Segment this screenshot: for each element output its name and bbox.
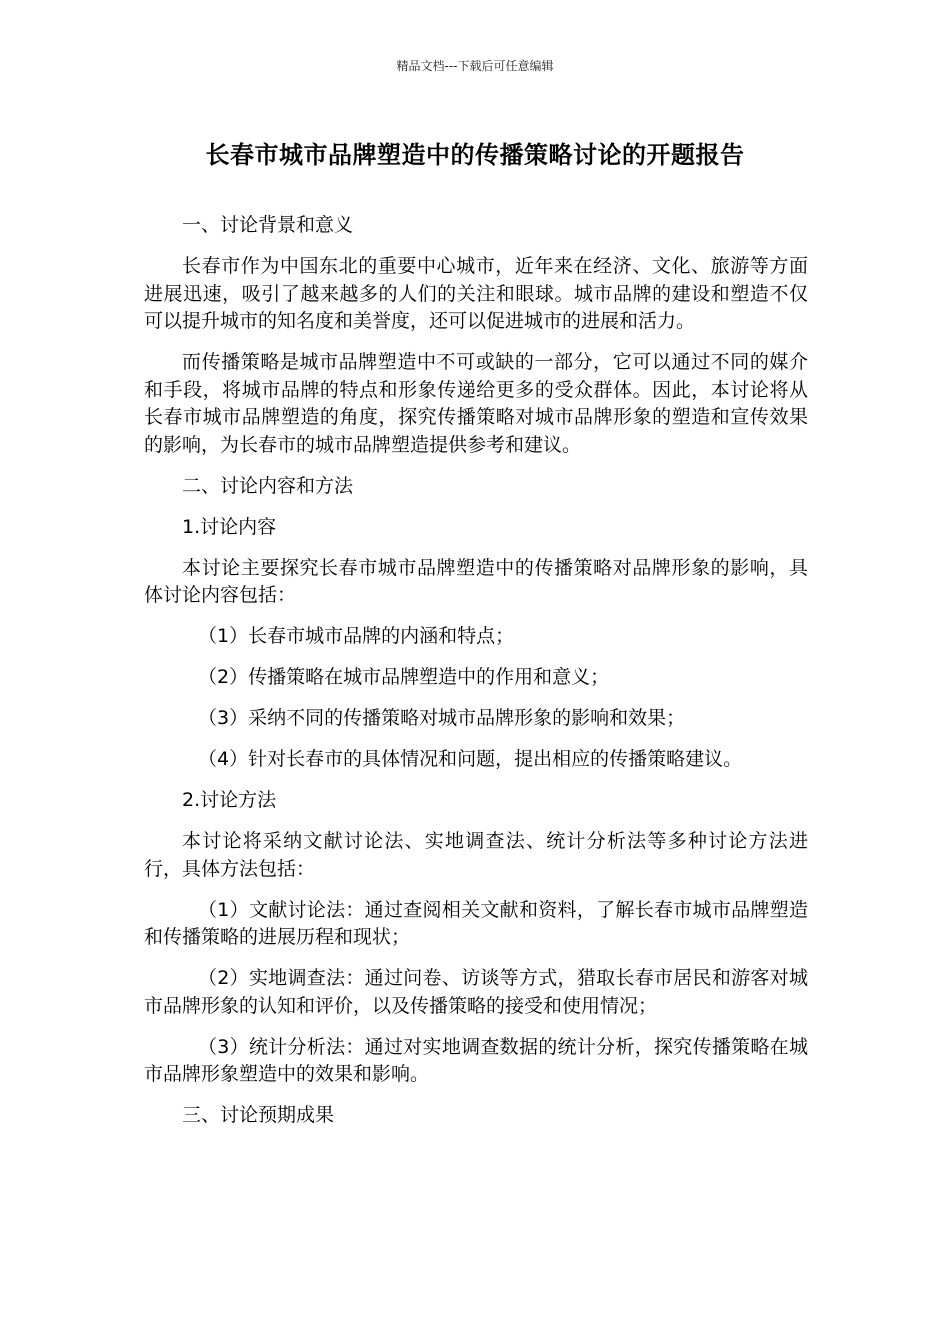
list-item-method-2: （2）实地调查法：通过问卷、访谈等方式，猎取长春市居民和游客对城市品牌形象的认知和评价，以及传播策略的接受和使用情况； xyxy=(144,967,808,1017)
paragraph-content-intro: 本讨论主要探究长春市城市品牌塑造中的传播策略对品牌形象的影响，具体讨论内容包括： xyxy=(144,556,808,606)
section-heading-expected-results: 三、讨论预期成果 xyxy=(182,1104,335,1126)
section-heading-content-methods: 二、讨论内容和方法 xyxy=(182,474,354,497)
paragraph-background-1: 长春市作为中国东北的重要中心城市，近年来在经济、文化、旅游等方面进展迅速，吸引了越来越多的人们的关注和眼球。城市品牌的建设和塑造不仅可以提升城市的知名度和美誉度，还可以促进城市的进展和活力。 xyxy=(144,255,808,332)
document-title: 长春市城市品牌塑造中的传播策略讨论的开题报告 xyxy=(205,141,745,169)
list-item-content-4: （4）针对长春市的具体情况和问题，提出相应的传播策略建议。 xyxy=(198,748,743,770)
list-item-method-3: （3）统计分析法：通过对实地调查数据的统计分析，探究传播策略在城市品牌形象塑造中的效果和影响。 xyxy=(144,1035,808,1085)
subheading-methods: 2.讨论方法 xyxy=(182,789,277,811)
section-heading-background: 一、讨论背景和意义 xyxy=(182,214,354,236)
document-body xyxy=(144,212,808,1143)
list-item-content-2: （2）传播策略在城市品牌塑造中的作用和意义； xyxy=(198,666,610,688)
header-note: 精品文档---下载后可任意编辑 xyxy=(396,59,554,73)
list-item-content-3: （3）采纳不同的传播策略对城市品牌形象的影响和效果； xyxy=(198,707,686,729)
paragraph-background-2: 而传播策略是城市品牌塑造中不可或缺的一部分，它可以通过不同的媒介和手段，将城市品牌的特点和形象传递给更多的受众群体。因此，本讨论将从长春市城市品牌塑造的角度，探究传播策略对城市品牌形象的塑造和宣传效果的影响，为长春市的城市品牌塑造提供参考和建议。 xyxy=(144,351,808,456)
list-item-method-1: （1）文献讨论法：通过查阅相关文献和资料，了解长春市城市品牌塑造和传播策略的进展历程和现状； xyxy=(144,898,808,948)
subheading-content: 1.讨论内容 xyxy=(182,515,277,538)
list-item-content-1: （1）长春市城市品牌的内涵和特点； xyxy=(198,625,515,647)
paragraph-methods-intro: 本讨论将采纳文献讨论法、实地调查法、统计分析法等多种讨论方法进行，具体方法包括： xyxy=(144,830,808,880)
